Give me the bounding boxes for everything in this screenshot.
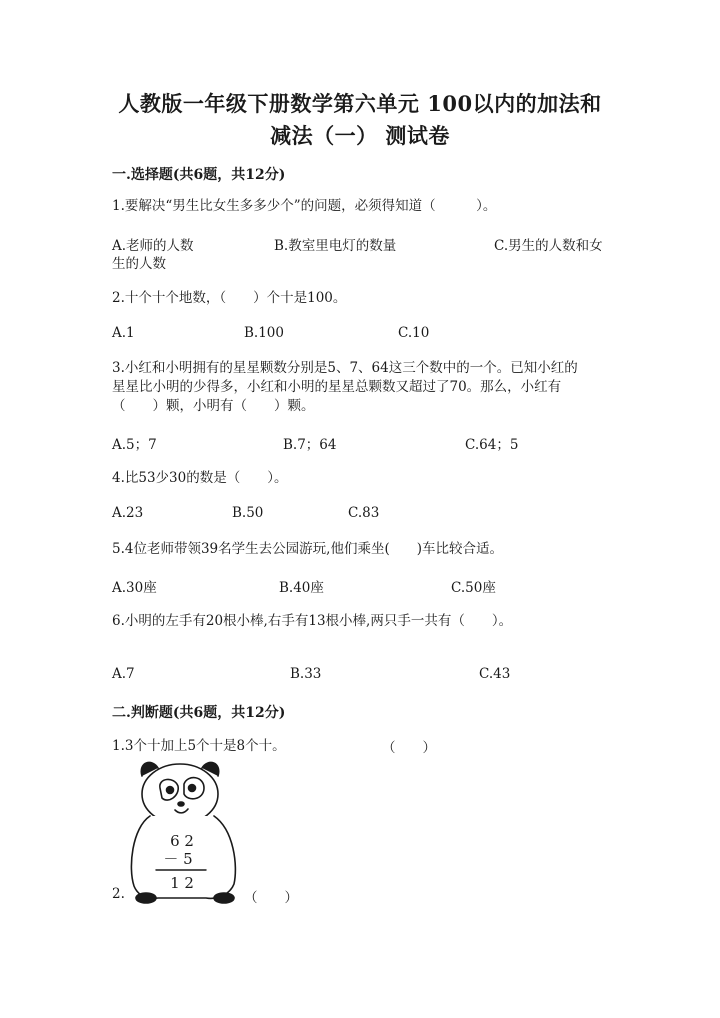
page-title-line-2: 减法（一） 测试卷: [270, 123, 450, 148]
judgement-2-blank: （ ）: [244, 890, 298, 906]
question-5-stem: 5.4位老师带领39名学生去公园游玩,他们乘坐( )车比较合适。: [112, 541, 503, 557]
right-foot: [214, 893, 234, 903]
question-2-option-b: B.100: [244, 325, 284, 341]
question-4-option-a: A.23: [112, 505, 144, 521]
question-5-option-c: C.50座: [451, 580, 496, 596]
head-shape: [142, 764, 218, 824]
nose: [178, 802, 184, 806]
question-6-option-a: A.7: [112, 666, 135, 682]
right-eye: [189, 785, 196, 792]
question-1-option-c-cont: 生的人数: [112, 256, 166, 272]
question-3-stem-line-3: （ ）颗，小明有（ ）颗。: [112, 398, 315, 414]
question-1-stem: 1.要解决“男生比女生多多少个”的问题，必须得知道（ ）。: [112, 198, 497, 214]
judgement-1-stem: 1.3个十加上5个十是8个十。: [112, 738, 286, 754]
left-foot: [136, 893, 156, 903]
question-2-option-c: C.10: [398, 325, 430, 341]
question-3-option-c: C.64；5: [465, 437, 519, 453]
question-4-option-b: B.50: [232, 505, 264, 521]
question-1-option-b: B.教室里电灯的数量: [274, 238, 397, 254]
question-6-option-b: B.33: [290, 666, 322, 682]
page-title-line-1: 人教版一年级下册数学第六单元 100以内的加法和: [118, 91, 602, 116]
question-2-option-a: A.1: [112, 325, 135, 341]
section-heading-choice: 一.选择题(共6题，共12分): [112, 167, 286, 183]
question-3-stem-line-2: 星星比小明的少得多，小红和小明的星星总颗数又超过了70。那么，小红有: [112, 379, 562, 395]
judgement-2-stem: 2.: [112, 886, 125, 902]
question-5-option-a: A.30座: [112, 580, 157, 596]
section-heading-judgement: 二.判断题(共6题，共12分): [112, 705, 286, 721]
question-5-option-b: B.40座: [279, 580, 324, 596]
panda-illustration: [124, 758, 244, 908]
question-1-option-a: A.老师的人数: [112, 238, 194, 254]
question-3-option-b: B.7；64: [283, 437, 337, 453]
question-3-option-a: A.5；7: [112, 437, 157, 453]
left-eye: [167, 787, 174, 794]
question-2-stem: 2.十个十个地数，（ ）个十是100。: [112, 290, 347, 306]
question-3-stem-line-1: 3.小红和小明拥有的星星颗数分别是5、7、64这三个数中的一个。已知小红的: [112, 360, 578, 376]
question-4-option-c: C.83: [348, 505, 380, 521]
question-6-option-c: C.43: [479, 666, 511, 682]
figure-line-3: 1 2: [170, 874, 194, 892]
question-4-stem: 4.比53少30的数是（ ）。: [112, 470, 288, 486]
question-6-stem: 6.小明的左手有20根小棒,右手有13根小棒,两只手一共有（ ）。: [112, 613, 513, 629]
figure-line-2: － 5: [163, 850, 193, 868]
question-1-option-c: C.男生的人数和女: [494, 238, 603, 254]
figure-line-1: 6 2: [170, 832, 194, 850]
judgement-1-blank: （ ）: [382, 740, 436, 756]
